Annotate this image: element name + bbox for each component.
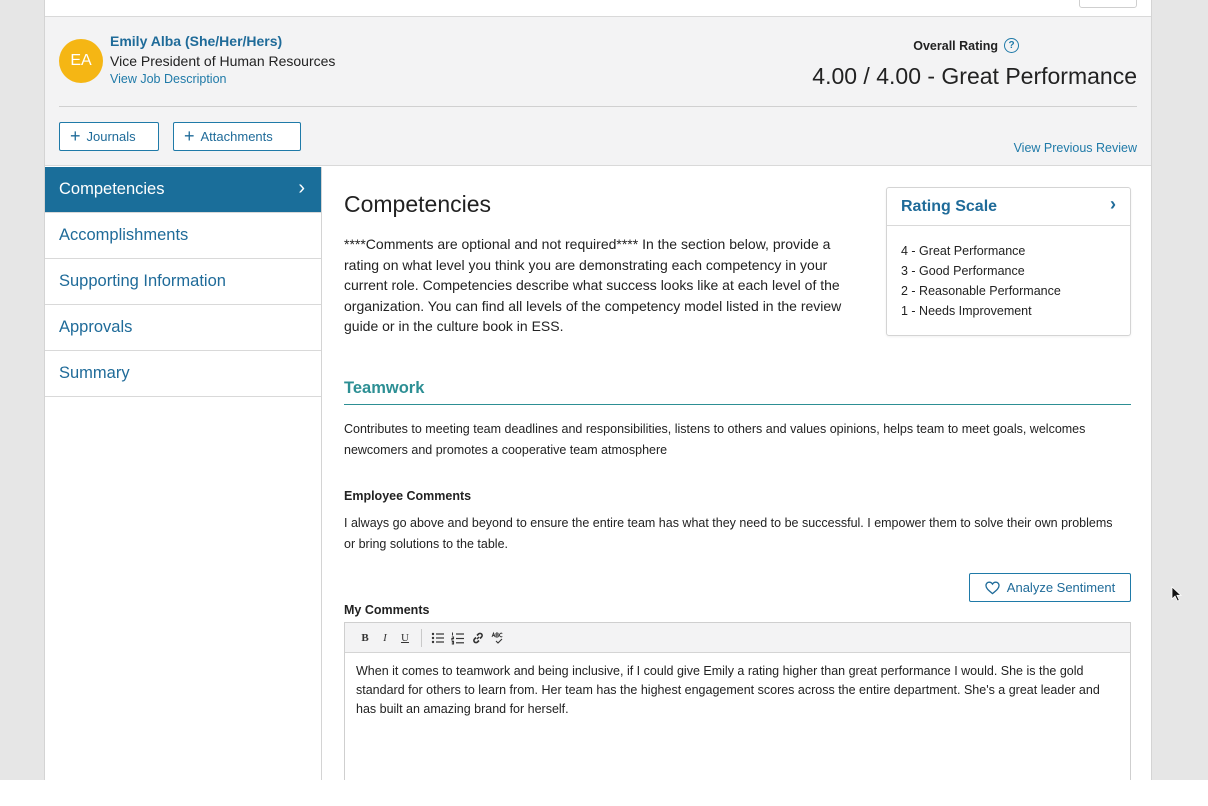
sidebar-item-competencies[interactable] [45,167,321,213]
link-icon [471,631,485,645]
journals-label: Journals [86,129,136,144]
sidebar-item-label: Accomplishments [59,226,189,244]
chevron-right-icon: › [298,177,305,199]
sidebar [45,167,322,780]
competency-title: Teamwork [344,379,425,397]
view-previous-review-link[interactable]: View Previous Review [1013,141,1137,155]
attachments-button[interactable] [173,122,301,151]
top-bar-button[interactable] [1079,0,1137,8]
bullet-list-button[interactable] [428,628,448,648]
plus-icon: + [184,125,195,146]
help-icon[interactable]: ? [1004,38,1019,53]
plus-icon: + [70,125,81,146]
insert-link-button[interactable] [468,628,488,648]
employee-name: Emily Alba (She/Her/Hers) [110,33,283,49]
view-job-description-link[interactable]: View Job Description [110,72,227,86]
rating-scale-card [886,187,1131,336]
analyze-sentiment-button[interactable] [969,573,1131,602]
overall-rating-value: 4.00 / 4.00 - Great Performance [812,63,1137,89]
rating-scale-item: 4 - Great Performance [901,244,1026,258]
sidebar-item-summary[interactable] [45,351,321,397]
employee-comments: I always go above and beyond to ensure the entire team has what they need to be successful. I empower them to solve their own problems or bring solutions to the table. [344,516,1113,551]
heart-icon [985,581,1000,595]
top-bar [45,0,1151,17]
section-intro: ****Comments are optional and not required**** In the section below, provide a rating on what level you think you are demonstrating each competency in your current role. Competencies describe what success looks like at each level of the organization. You can find all levels of the competency model listed in the review guide or in the culture book in ESS. [344,236,842,334]
sidebar-item-label: Supporting Information [59,272,226,290]
rating-scale-item: 3 - Good Performance [901,264,1025,278]
toolbar-separator [421,629,422,647]
attachments-label: Attachments [200,129,273,144]
bullet-list-icon [431,631,445,645]
bold-button[interactable]: B [361,631,369,644]
sidebar-item-label: Competencies [59,180,165,198]
spell-check-icon [491,631,505,645]
numbered-list-icon [451,631,465,645]
italic-button[interactable]: I [383,631,387,644]
avatar: EA [59,39,103,83]
rating-scale-item: 2 - Reasonable Performance [901,284,1061,298]
employee-comments-label: Employee Comments [344,489,472,503]
journals-button[interactable] [59,122,159,151]
numbered-list-button[interactable] [448,628,468,648]
overall-rating-text: Overall Rating [913,38,998,53]
editor-toolbar [345,623,1130,653]
overall-rating-label [913,38,1019,53]
rating-scale-header[interactable] [887,188,1130,226]
employee-title: Vice President of Human Resources [110,53,336,69]
sidebar-item-label: Approvals [59,318,133,336]
header-divider [59,106,1137,107]
my-comments-text[interactable]: When it comes to teamwork and being inclusive, if I could give Emily a rating higher than great performance I would. She is the gold standard for others to learn from. Her team has the highest engagement scores across the entire department. She's a great leader and has built an amazing brand for herself. [356,664,1100,716]
my-comments-editor[interactable] [344,622,1131,780]
sidebar-item-accomplishments[interactable] [45,213,321,259]
page-bottom-strip [0,780,1208,806]
review-window [44,0,1152,780]
sidebar-item-approvals[interactable] [45,305,321,351]
chevron-right-icon: › [1110,194,1116,214]
underline-button[interactable]: U [401,631,409,644]
rating-scale-list [887,226,1130,321]
my-comments-label: My Comments [344,603,430,617]
competency-divider [344,404,1131,405]
spell-check-button[interactable] [488,628,508,648]
mouse-pointer-icon [1171,586,1183,602]
sidebar-item-supporting-information[interactable] [45,259,321,305]
rating-scale-item: 1 - Needs Improvement [901,304,1032,318]
analyze-sentiment-label: Analyze Sentiment [1006,580,1116,595]
rating-scale-title: Rating Scale [901,197,998,215]
employee-header [45,17,1151,166]
competency-description: Contributes to meeting team deadlines and responsibilities, listens to others and values opinions, helps team to meet goals, welcomes newcomers and promotes a cooperative team atmosphere [344,422,1086,457]
main-content [344,167,1132,780]
sidebar-item-label: Summary [59,364,130,382]
section-title: Competencies [344,191,492,217]
